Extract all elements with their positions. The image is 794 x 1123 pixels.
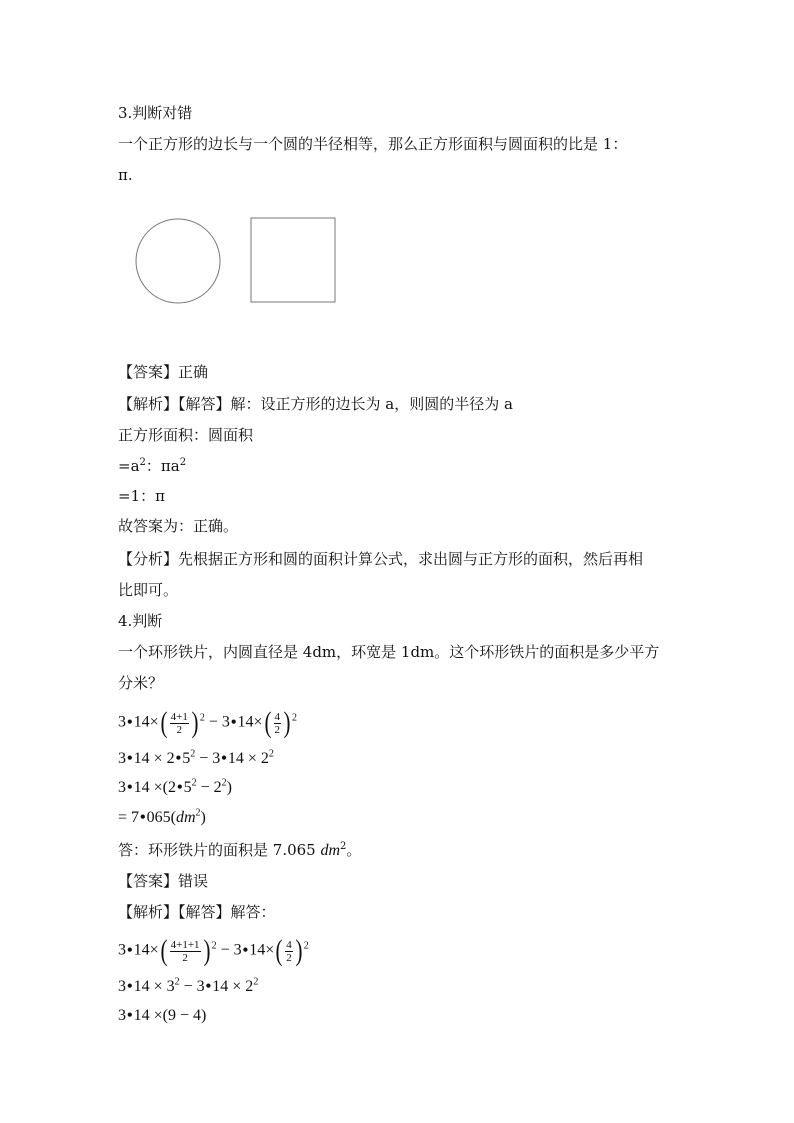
- eq1-pre: =a: [118, 457, 140, 475]
- reply-pre: 答：环形铁片的面积是 7.065: [118, 841, 321, 859]
- m5-f2-den: 2: [286, 951, 292, 964]
- m7-dot: •: [127, 1007, 133, 1024]
- m1-sup2: 2: [292, 712, 298, 724]
- m5-fraction-2: [285, 939, 293, 964]
- q3-fenxi-line2: 比即可。: [118, 581, 179, 599]
- m1-fraction-2: [274, 711, 282, 736]
- m6-b: 14 × 3: [133, 978, 175, 995]
- q3-answer: 【答案】正确: [118, 363, 209, 381]
- q3-stem-line2: π.: [118, 166, 133, 184]
- m4-dot: •: [140, 809, 146, 826]
- m2-e: 14 × 2: [227, 750, 269, 767]
- q4-math-line3: [118, 778, 232, 798]
- m5-d: 14×: [249, 941, 275, 959]
- m1-f2-num: 4: [274, 710, 281, 723]
- m7-a: 3: [118, 1007, 126, 1024]
- m3-e: ): [226, 779, 232, 796]
- m1-paren-close-2: ): [283, 706, 291, 739]
- m1-paren-open-2: (: [264, 706, 272, 739]
- m5-paren-open: (: [160, 934, 168, 967]
- q4-stem-line2: 分米？: [118, 674, 164, 692]
- m2-dot-2: •: [175, 750, 182, 767]
- q3-conclusion: 故答案为：正确。: [118, 517, 239, 535]
- m2-dot: •: [127, 750, 133, 767]
- m5-dot: •: [127, 941, 133, 959]
- circle-shape: [136, 219, 220, 303]
- m3-dot-2: •: [176, 779, 183, 796]
- m5-b: 14×: [133, 941, 159, 959]
- m6-c: − 3: [179, 978, 205, 995]
- m1-f1-num: 4+1: [170, 710, 188, 723]
- q3-heading: 3.判断对错: [118, 104, 193, 122]
- m1-d: 14×: [237, 713, 263, 731]
- m1-f1-den: 2: [176, 723, 182, 736]
- m5-a: 3: [118, 941, 126, 959]
- eq1-mid: ：πa: [145, 457, 180, 475]
- q3-analysis-line1: 【解析】【解答】解：设正方形的边长为 a，则圆的半径为 a: [118, 395, 513, 413]
- m1-sup1: 2: [199, 712, 205, 724]
- reply-unit: dm: [320, 842, 341, 859]
- m3-c: 5: [183, 779, 192, 796]
- m3-sup2: 2: [221, 777, 227, 789]
- q4-math-line4: [118, 808, 206, 828]
- m1-paren-close: ): [191, 706, 199, 739]
- m3-d: − 2: [196, 779, 222, 796]
- m4-b: 065(: [146, 809, 176, 826]
- circle-square-figure: [128, 208, 340, 308]
- m5-sup1: 2: [211, 940, 217, 952]
- m1-dot: •: [127, 713, 133, 731]
- q4-math-line5: [118, 934, 309, 967]
- m3-b: 14 ×(2: [133, 779, 176, 796]
- m2-sup1: 2: [190, 748, 196, 760]
- q3-analysis-line2: 正方形面积：圆面积: [118, 426, 254, 444]
- q4-math-line2: [118, 749, 274, 769]
- m6-dot-2: •: [205, 978, 212, 995]
- m1-a: 3: [118, 713, 126, 731]
- m1-c: − 3: [208, 713, 230, 731]
- q4-stem-line1: 一个环形铁片，内圆直径是 4dm，环宽是 1dm。这个环形铁片的面积是多少平方: [118, 643, 660, 661]
- eq1-sup2: 2: [179, 457, 187, 468]
- m4-a: = 7: [118, 809, 140, 826]
- q4-math-line6: [118, 977, 258, 997]
- m2-d: − 3: [195, 750, 221, 767]
- m6-a: 3: [118, 978, 126, 995]
- m3-a: 3: [118, 779, 126, 796]
- m2-a: 3: [118, 750, 126, 767]
- reply-post: 。: [346, 841, 362, 859]
- m1-b: 14×: [133, 713, 159, 731]
- m4-sup: 2: [195, 807, 201, 819]
- reply-sup: 2: [340, 841, 347, 852]
- m4-c: ): [200, 809, 206, 826]
- m4-unit: dm: [175, 809, 196, 826]
- q3-stem-line1: 一个正方形的边长与一个圆的半径相等，那么正方形面积与圆面积的比是 1：: [118, 135, 628, 153]
- q4-analysis: 【解析】【解答】解答：: [118, 903, 276, 921]
- square-shape: [251, 218, 335, 302]
- m5-paren-close: ): [203, 934, 211, 967]
- m5-f1-num: 4+1+1: [170, 938, 200, 951]
- m5-dot-2: •: [242, 941, 249, 959]
- q4-heading: 4.判断: [118, 612, 163, 630]
- m1-paren-open: (: [160, 706, 168, 739]
- eq1-sup1: 2: [139, 457, 146, 468]
- q3-fenxi-line1: 【分析】先根据正方形和圆的面积计算公式，求出圆与正方形的面积，然后再相: [118, 550, 644, 568]
- m5-sup2: 2: [303, 940, 309, 952]
- m5-f2-num: 4: [286, 938, 292, 951]
- m3-dot: •: [127, 779, 133, 796]
- m5-paren-close-2: ): [295, 934, 303, 967]
- m2-b: 14 × 2: [133, 750, 175, 767]
- m6-dot: •: [127, 978, 133, 995]
- m5-paren-open-2: (: [275, 934, 283, 967]
- m6-sup2: 2: [253, 976, 259, 988]
- q3-equation-1: [118, 456, 186, 476]
- q4-answer: 【答案】错误: [118, 872, 209, 890]
- m1-f2-den: 2: [274, 723, 281, 736]
- m2-c: 5: [182, 750, 191, 767]
- m3-sup1: 2: [191, 777, 197, 789]
- m5-fraction-1: [170, 939, 201, 964]
- m6-sup1: 2: [174, 976, 180, 988]
- q3-equation-2: =1：π: [118, 487, 165, 505]
- m5-f1-den: 2: [182, 951, 188, 964]
- m1-dot-2: •: [230, 713, 237, 731]
- q4-math-line7: [118, 1006, 206, 1026]
- q4-reply: [118, 840, 361, 861]
- m7-b: 14 ×(9 − 4): [133, 1007, 207, 1024]
- m2-dot-3: •: [221, 750, 227, 767]
- m2-sup2: 2: [268, 748, 274, 760]
- m6-d: 14 × 2: [212, 978, 254, 995]
- m1-fraction-1: [170, 711, 189, 736]
- q4-math-line1: [118, 706, 298, 739]
- m5-c: − 3: [220, 941, 242, 959]
